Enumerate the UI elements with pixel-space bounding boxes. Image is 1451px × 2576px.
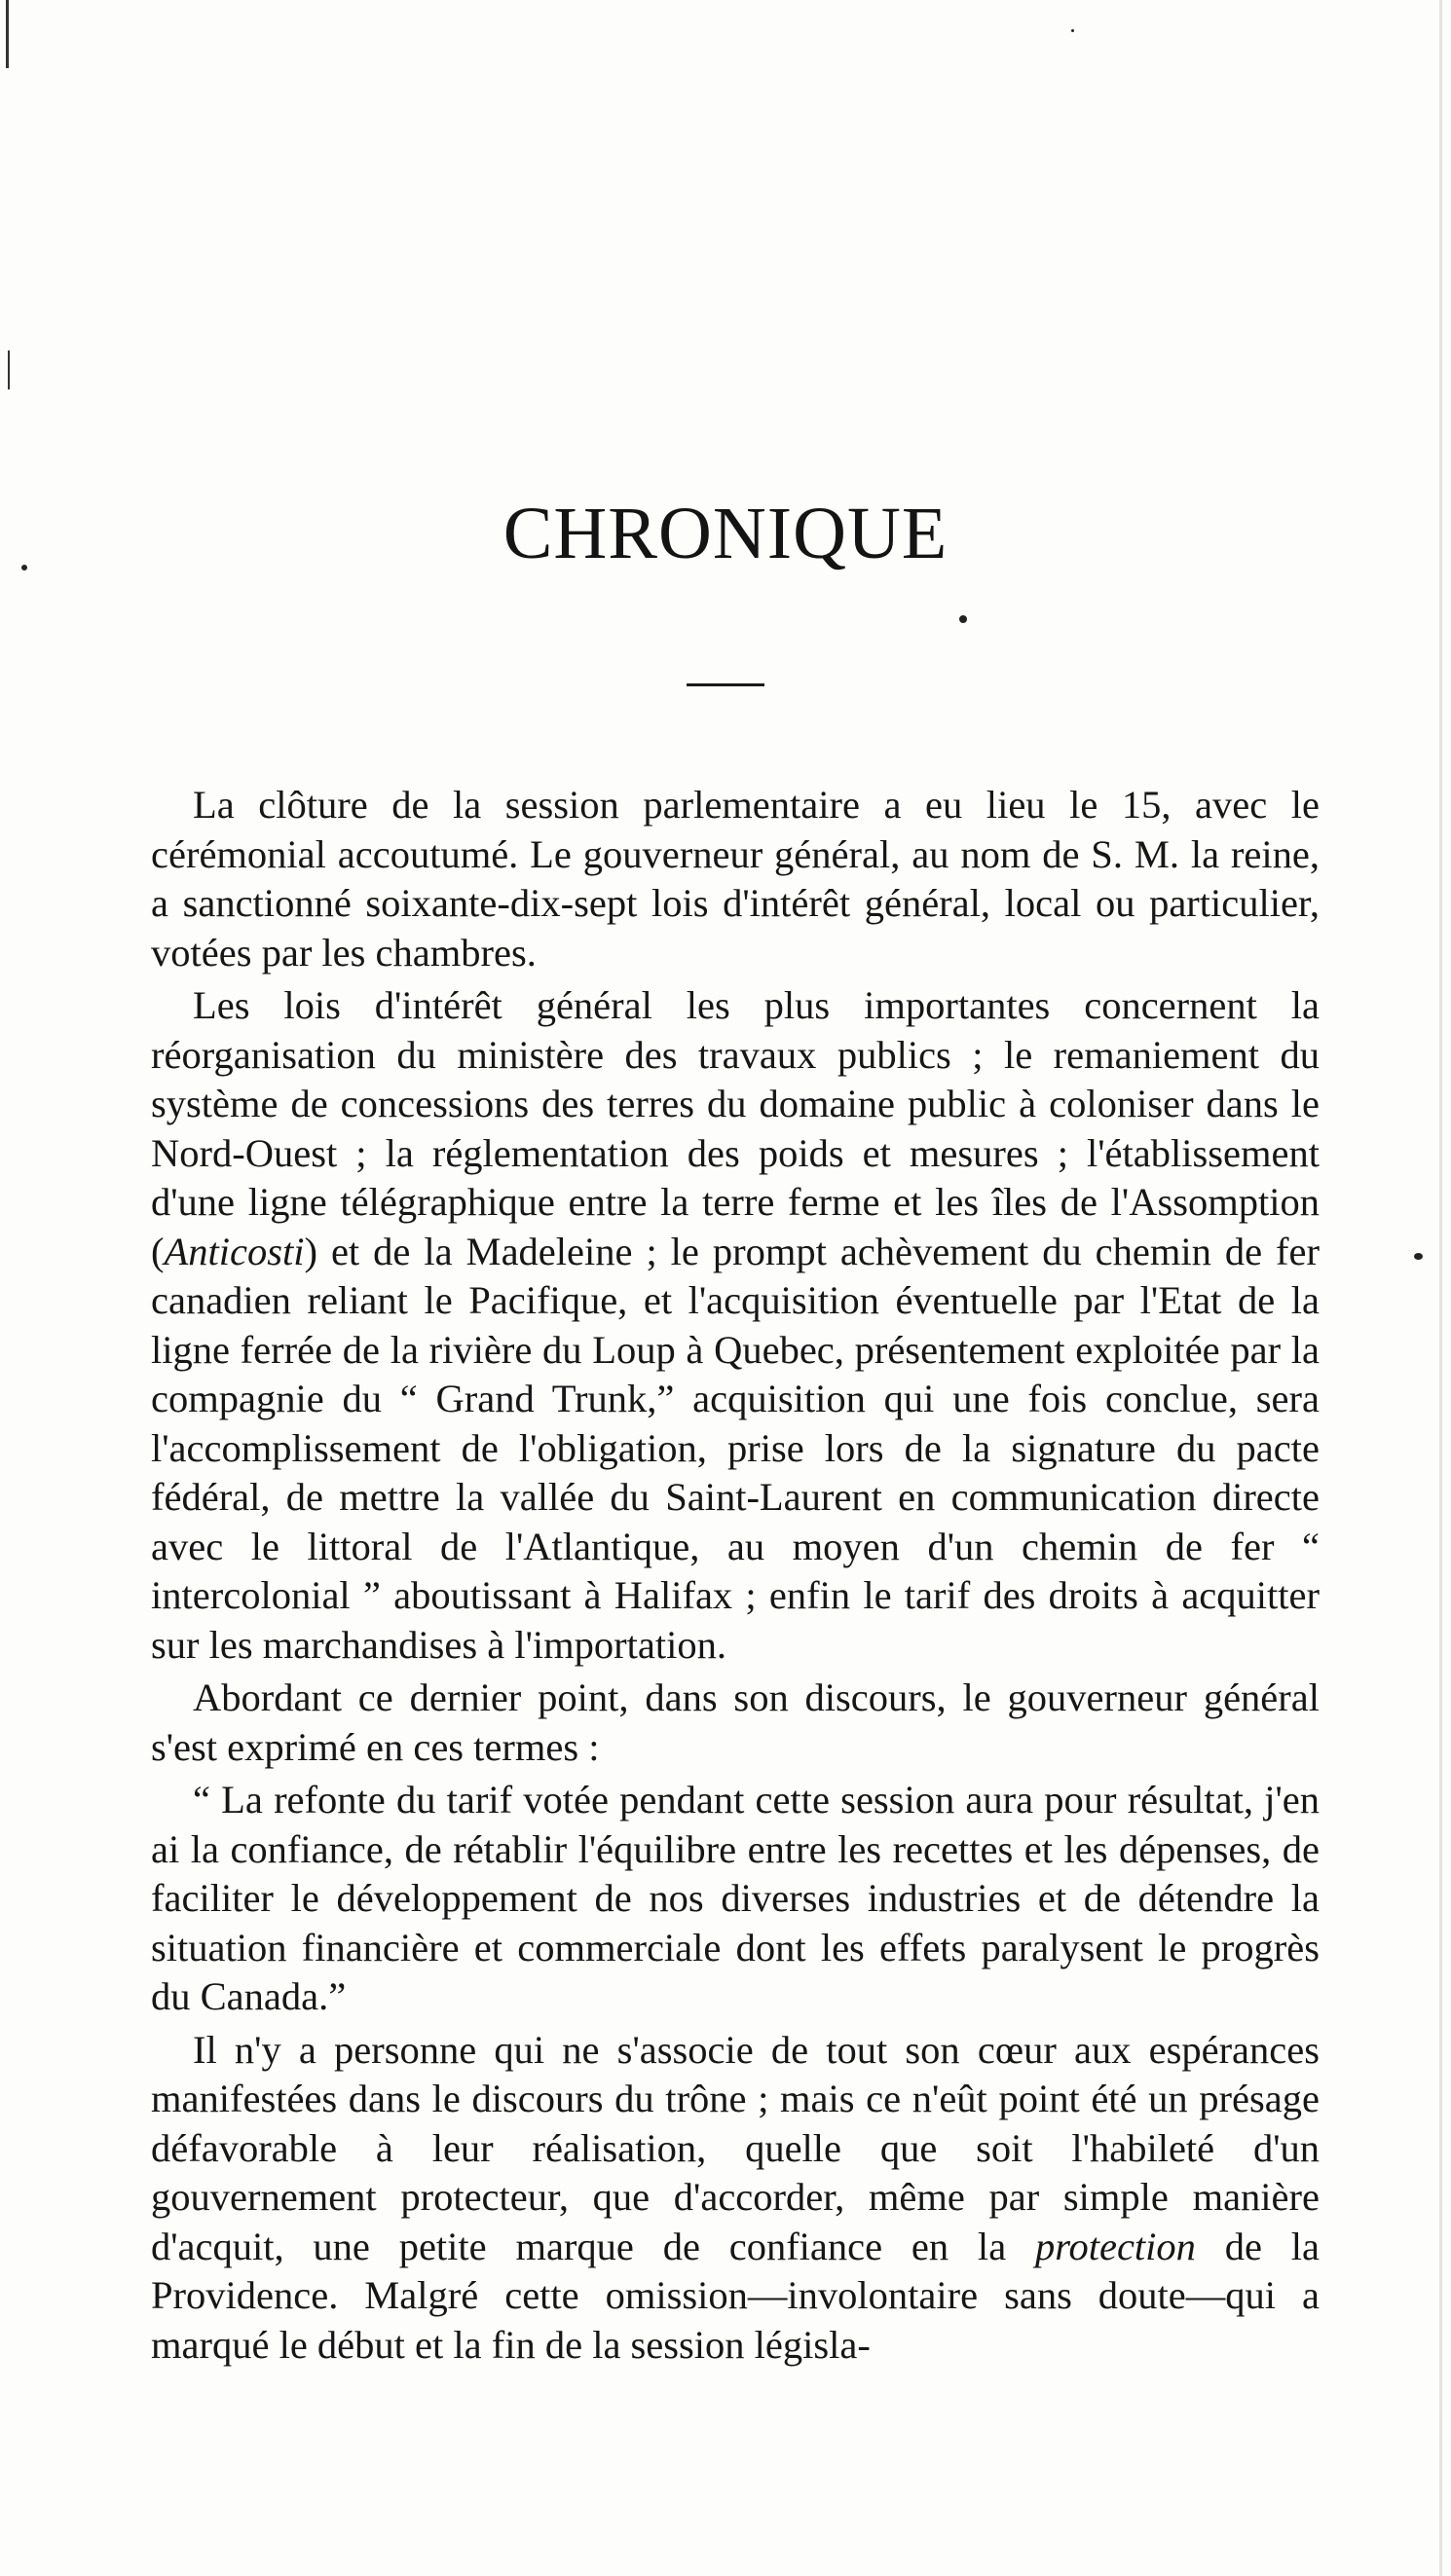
quotation-paragraph: “ La refonte du tarif votée pendant cette session aura pour résultat, j'en ai la confiance, de rétablir l'équilibre entre les recettes et les dépenses, de faciliter le développement de nos diverses industries et de détendre la situation financière et commerciale dont les effets paralysent le progrès du Canada.” (151, 1778, 1320, 2018)
right-edge-mark (1439, 0, 1442, 2576)
title-ornament-dot (959, 615, 967, 623)
paragraph (151, 2026, 1320, 2371)
paragraph: La clôture de la session parlementaire a eu lieu le 15, avec le cérémonial accoutumé. Le gouverneur général, au nom de S. M. la reine, a sanctionné soixante-dix-sept lois d'intérêt général, local ou particulier, votées par les chambres. (151, 783, 1320, 975)
paragraph-text: Il n'y a personne qui ne s'associe de tout son cœur aux espérances manifestées dans le discours du trône ; mais ce n'eût point été un présage défavorable à leur réalisation, quelle que soit l'habileté d'un gouvernement protecteur, que d'accorder, même par simple manière d'acquit, une petite marque de confiance en la (151, 2027, 1320, 2268)
left-edge-mark (8, 350, 10, 389)
italic-term: Anticosti (164, 1229, 305, 1273)
left-edge-mark (6, 0, 9, 68)
right-margin-dot (1414, 1253, 1423, 1260)
title-divider-rule (687, 683, 764, 686)
italic-term: protection (1034, 2224, 1196, 2268)
page-title: CHRONIQUE (502, 493, 949, 574)
paragraph: Abordant ce dernier point, dans son discours, le gouverneur général s'est exprimé en ces termes : (151, 1675, 1320, 1769)
article-body (151, 781, 1320, 2374)
paragraph (151, 981, 1320, 1670)
top-margin-dot (1071, 29, 1074, 32)
paragraph-text: ) et de la Madeleine ; le prompt achèvement du chemin de fer canadien reliant le Pacifique, et l'acquisition éventuelle par l'Etat de la ligne ferrée de la rivière du Loup à Quebec, présentement exploitée par la compagnie du “ Grand Trunk,” acquisition qui une fois conclue, sera l'accomplissement de l'obligation, prise lors de la signature du pacte fédéral, de mettre la vallée du Saint-Laurent en communication directe avec le littoral de l'Atlantique, au moyen d'un chemin de fer “ intercolonial ” aboutissant à Halifax ; enfin le tarif des droits à acquitter sur les marchandises à l'importation. (151, 1229, 1320, 1667)
paragraph-text: de la Providence. Malgré cette omission—involontaire sans doute—qui a marqué le début et la fin de la session législa- (151, 2224, 1320, 2367)
paragraph-text: Les lois d'intérêt général les plus importantes concernent la réorganisation du ministère des travaux publics ; le remaniement du système de concessions des terres du domaine public à coloniser dans le Nord-Ouest ; la réglementation des poids et mesures ; l'établissement d'une ligne télégraphique entre la terre ferme et les îles de l'Assomption ( (151, 983, 1320, 1273)
